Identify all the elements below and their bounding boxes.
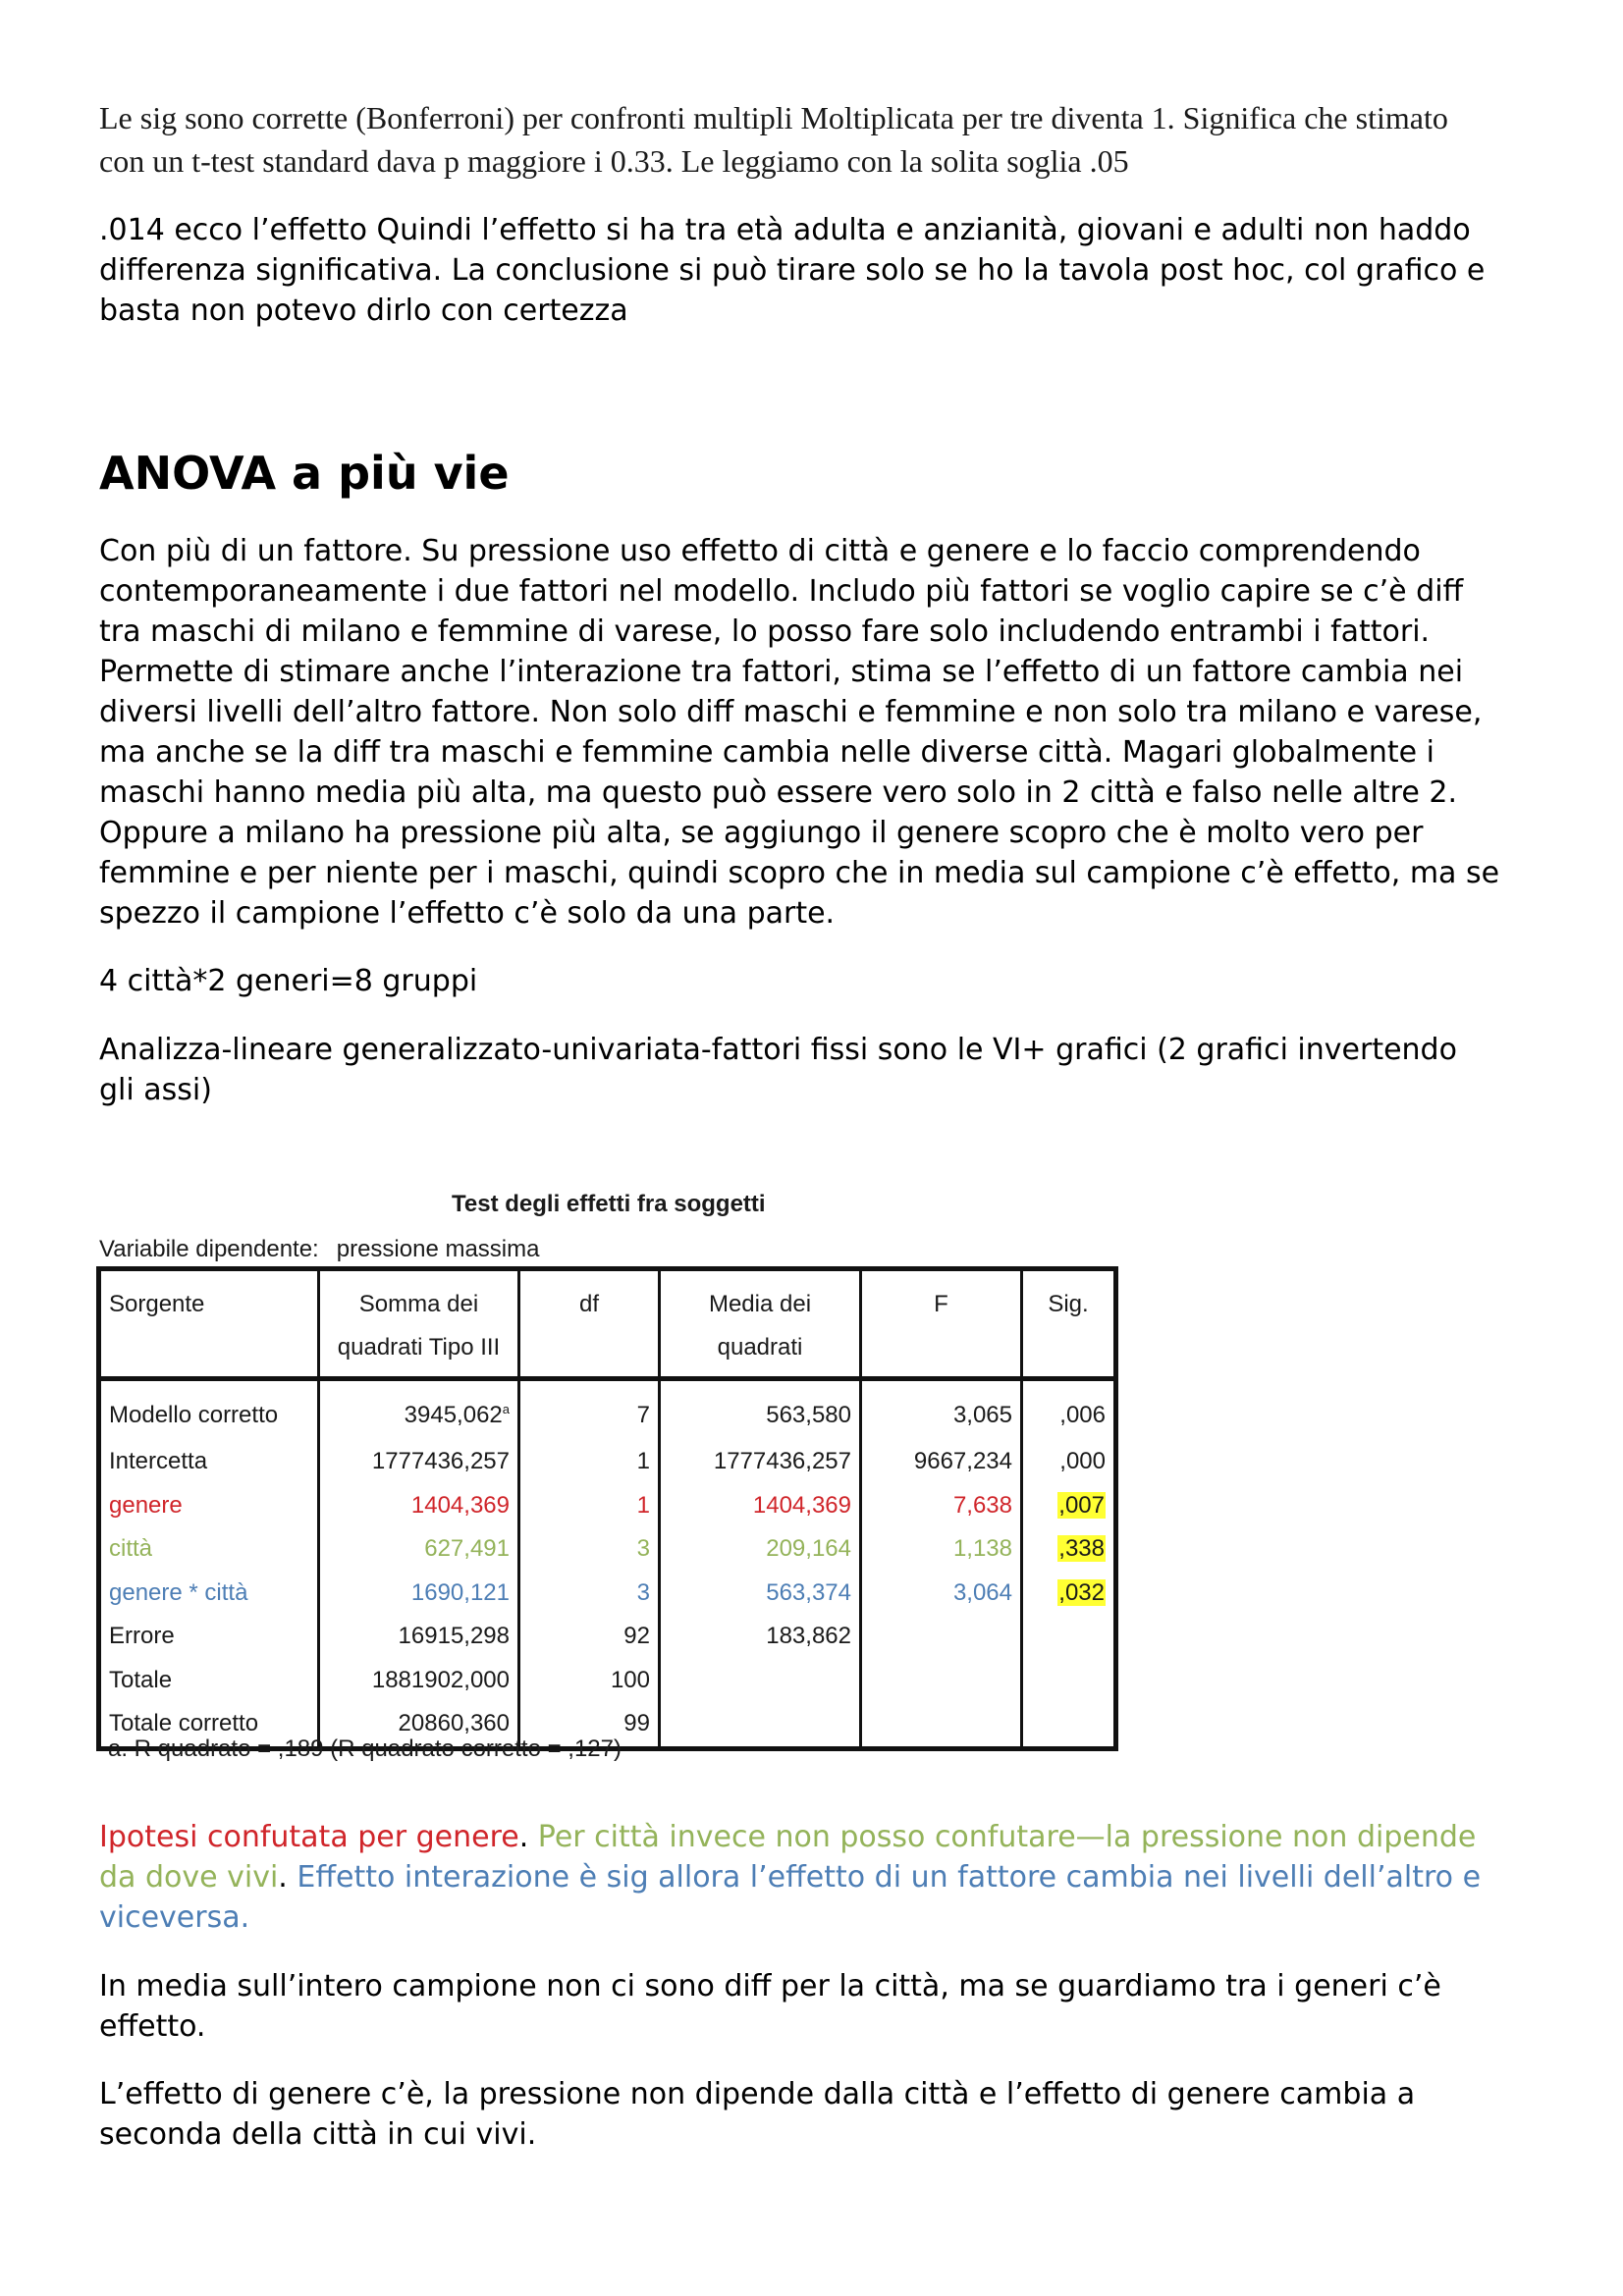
cell-f — [861, 1615, 1022, 1659]
text-line: basta non potevo dirlo con certezza — [99, 294, 628, 328]
table-row — [99, 1379, 1116, 1441]
cell-source: città — [109, 1535, 153, 1563]
text-line: differenza significativa. La conclusione si può tirare solo se ho la tavola post hoc, col grafico e — [99, 253, 1486, 288]
cell-df: 100 — [519, 1659, 660, 1703]
text-line: femmine e per niente per i maschi, quindi scopro che in media sul campione c’è effetto, ma se — [99, 856, 1500, 890]
cell-df: 1 — [519, 1484, 660, 1528]
text-line: tra maschi di milano e femmine di varese, lo posso fare solo includendo entrambi i fattori. — [99, 614, 1431, 649]
cell-source: Totale — [109, 1666, 173, 1693]
cell-f: 9667,234 — [861, 1440, 1022, 1484]
cell-source: Errore — [109, 1623, 175, 1650]
text-interazione: Effetto interazione è sig allora l’effetto di un fattore cambia nei livelli dell’altro e — [287, 1860, 1482, 1895]
cell-source: Totale corretto — [109, 1710, 259, 1737]
text-line: ma anche se la diff tra maschi e femmine cambia nelle diverse città. Magari globalmente i — [99, 735, 1435, 770]
table-row-citta — [99, 1527, 1116, 1572]
header-df: df — [519, 1269, 660, 1379]
text-line: .014 ecco l’effetto Quindi l’effetto si ha tra età adulta e anzianità, giovani e adulti non haddo — [99, 213, 1471, 247]
cell-ms: 1777436,257 — [660, 1440, 861, 1484]
highlighted-sig: ,032 — [1058, 1578, 1105, 1606]
text-line: viceversa. — [99, 1900, 250, 1935]
table-title: Test degli effetti fra soggetti — [452, 1191, 766, 1217]
highlighted-sig: ,338 — [1058, 1535, 1105, 1563]
cell-df: 3 — [519, 1527, 660, 1572]
cell-ss: 20860,360 — [319, 1702, 519, 1748]
paragraph-procedure — [99, 1030, 1552, 1110]
cell-f: 1,138 — [861, 1527, 1022, 1572]
text-genere: Ipotesi confutata per genere — [99, 1820, 519, 1854]
table-header-row — [99, 1269, 1116, 1379]
cell-sig — [1022, 1527, 1116, 1572]
text-line: spezzo il campione l’effetto c’è solo da una parte. — [99, 896, 836, 931]
cell-ss: 627,491 — [319, 1527, 519, 1572]
text-line: 4 città*2 generi=8 gruppi — [99, 964, 478, 998]
cell-f — [861, 1702, 1022, 1748]
table-row-genere — [99, 1484, 1116, 1528]
dependent-variable — [99, 1236, 539, 1263]
cell-ss: 1777436,257 — [319, 1440, 519, 1484]
text-line: effetto. — [99, 2009, 206, 2044]
cell-df: 3 — [519, 1572, 660, 1616]
table-row — [99, 1659, 1116, 1703]
paragraph-groups — [99, 961, 1552, 1001]
cell-source: genere * città — [109, 1578, 248, 1606]
cell-sig: ,000 — [1022, 1440, 1116, 1484]
text-line: maschi hanno media più alta, ma questo può essere vero solo in 2 città e falso nelle altre 2. — [99, 775, 1457, 810]
footnote-marker: a — [502, 1402, 510, 1416]
table-row — [99, 1440, 1116, 1484]
intro-line-1: Le sig sono corrette (Bonferroni) per confronti multipli Moltiplicata per tre diventa 1. Significa che stimato — [99, 100, 1448, 135]
cell-source: Modello corretto — [109, 1402, 279, 1428]
table-row — [99, 1615, 1116, 1659]
cell-sig: ,006 — [1022, 1379, 1116, 1441]
text-citta: da dove vivi — [99, 1860, 279, 1895]
cell-ms: 183,862 — [660, 1615, 861, 1659]
cell-ss: 3945,062$^a$ — [319, 1379, 519, 1441]
header-f: F — [861, 1269, 1022, 1379]
text-line: L’effetto di genere c’è, la pressione non dipende dalla città e l’effetto di genere cambia a — [99, 2077, 1416, 2111]
cell-df: 99 — [519, 1702, 660, 1748]
table-row-interazione — [99, 1572, 1116, 1616]
dependent-variable-value: pressione massima — [336, 1236, 540, 1262]
cell-sig — [1022, 1572, 1116, 1616]
text-citta: Per città invece non posso confutare—la pressione non dipende — [528, 1820, 1477, 1854]
anova-table — [96, 1266, 1118, 1751]
cell-ss: 1404,369 — [319, 1484, 519, 1528]
paragraph-conclusions-colored — [99, 1817, 1552, 1938]
cell-ms: 563,374 — [660, 1572, 861, 1616]
table-footnote: a. R quadrato = ,189 (R quadrato corretto = ,127) — [108, 1735, 622, 1762]
text-line: In media sull’intero campione non ci sono diff per la città, ma se guardiamo tra i generi c’è — [99, 1969, 1441, 2003]
text-line: Permette di stimare anche l’interazione tra fattori, stima se l’effetto di un fattore cambia nei — [99, 655, 1464, 689]
highlighted-sig: ,007 — [1058, 1491, 1105, 1519]
text-period: . — [518, 1820, 529, 1854]
cell-f: 7,638 — [861, 1484, 1022, 1528]
cell-sig — [1022, 1484, 1116, 1528]
cell-ss: 16915,298 — [319, 1615, 519, 1659]
cell-ms — [660, 1702, 861, 1748]
cell-ss: 1881902,000 — [319, 1659, 519, 1703]
text-line: seconda della città in cui vivi. — [99, 2117, 537, 2152]
cell-sig — [1022, 1659, 1116, 1703]
header-sig: Sig. — [1022, 1269, 1116, 1379]
cell-source: Intercetta — [109, 1448, 208, 1475]
paragraph-anova-intro — [99, 531, 1552, 934]
text-line: gli assi) — [99, 1073, 212, 1107]
cell-f — [861, 1659, 1022, 1703]
header-mean-square: Media dei quadrati — [660, 1269, 861, 1379]
cell-f: 3,064 — [861, 1572, 1022, 1616]
text-line: Oppure a milano ha pressione più alta, se aggiungo il genere scopro che è molto vero per — [99, 816, 1424, 850]
cell-ms — [660, 1659, 861, 1703]
text-line: contemporaneamente i due fattori nel modello. Includo più fattori se voglio capire se c’è diff — [99, 574, 1464, 609]
header-source: Sorgente — [99, 1269, 319, 1379]
text-line — [99, 1817, 1552, 1857]
text-line: diversi livelli dell’altro fattore. Non solo diff maschi e femmine e non solo tra milano e varese, — [99, 695, 1483, 729]
header-sum-of-squares: Somma dei quadrati Tipo III — [319, 1269, 519, 1379]
text-line: Analizza-lineare generalizzato-univariata-fattori fissi sono le VI+ grafici (2 grafici invertendo — [99, 1033, 1457, 1067]
cell-source: genere — [109, 1491, 183, 1519]
text-line: Con più di un fattore. Su pressione uso effetto di città e genere e lo faccio comprendendo — [99, 534, 1421, 568]
paragraph-posthoc — [99, 210, 1552, 331]
paragraph-final — [99, 2074, 1552, 2155]
cell-sig — [1022, 1702, 1116, 1748]
section-heading: ANOVA a più vie — [99, 447, 510, 500]
cell-ms: 563,580 — [660, 1379, 861, 1441]
text-period: . — [278, 1860, 288, 1895]
cell-ms: 1404,369 — [660, 1484, 861, 1528]
dependent-variable-label: Variabile dipendente: — [99, 1236, 319, 1262]
cell-df: 7 — [519, 1379, 660, 1441]
intro-line-2: con un t-test standard dava p maggiore i 0.33. Le leggiamo con la solita soglia .05 — [99, 143, 1129, 179]
cell-df: 1 — [519, 1440, 660, 1484]
cell-ss: 1690,121 — [319, 1572, 519, 1616]
text-line — [99, 1857, 1552, 1897]
cell-df: 92 — [519, 1615, 660, 1659]
cell-sig — [1022, 1615, 1116, 1659]
paragraph-mean-effect — [99, 1966, 1552, 2047]
cell-f: 3,065 — [861, 1379, 1022, 1441]
cell-ms: 209,164 — [660, 1527, 861, 1572]
